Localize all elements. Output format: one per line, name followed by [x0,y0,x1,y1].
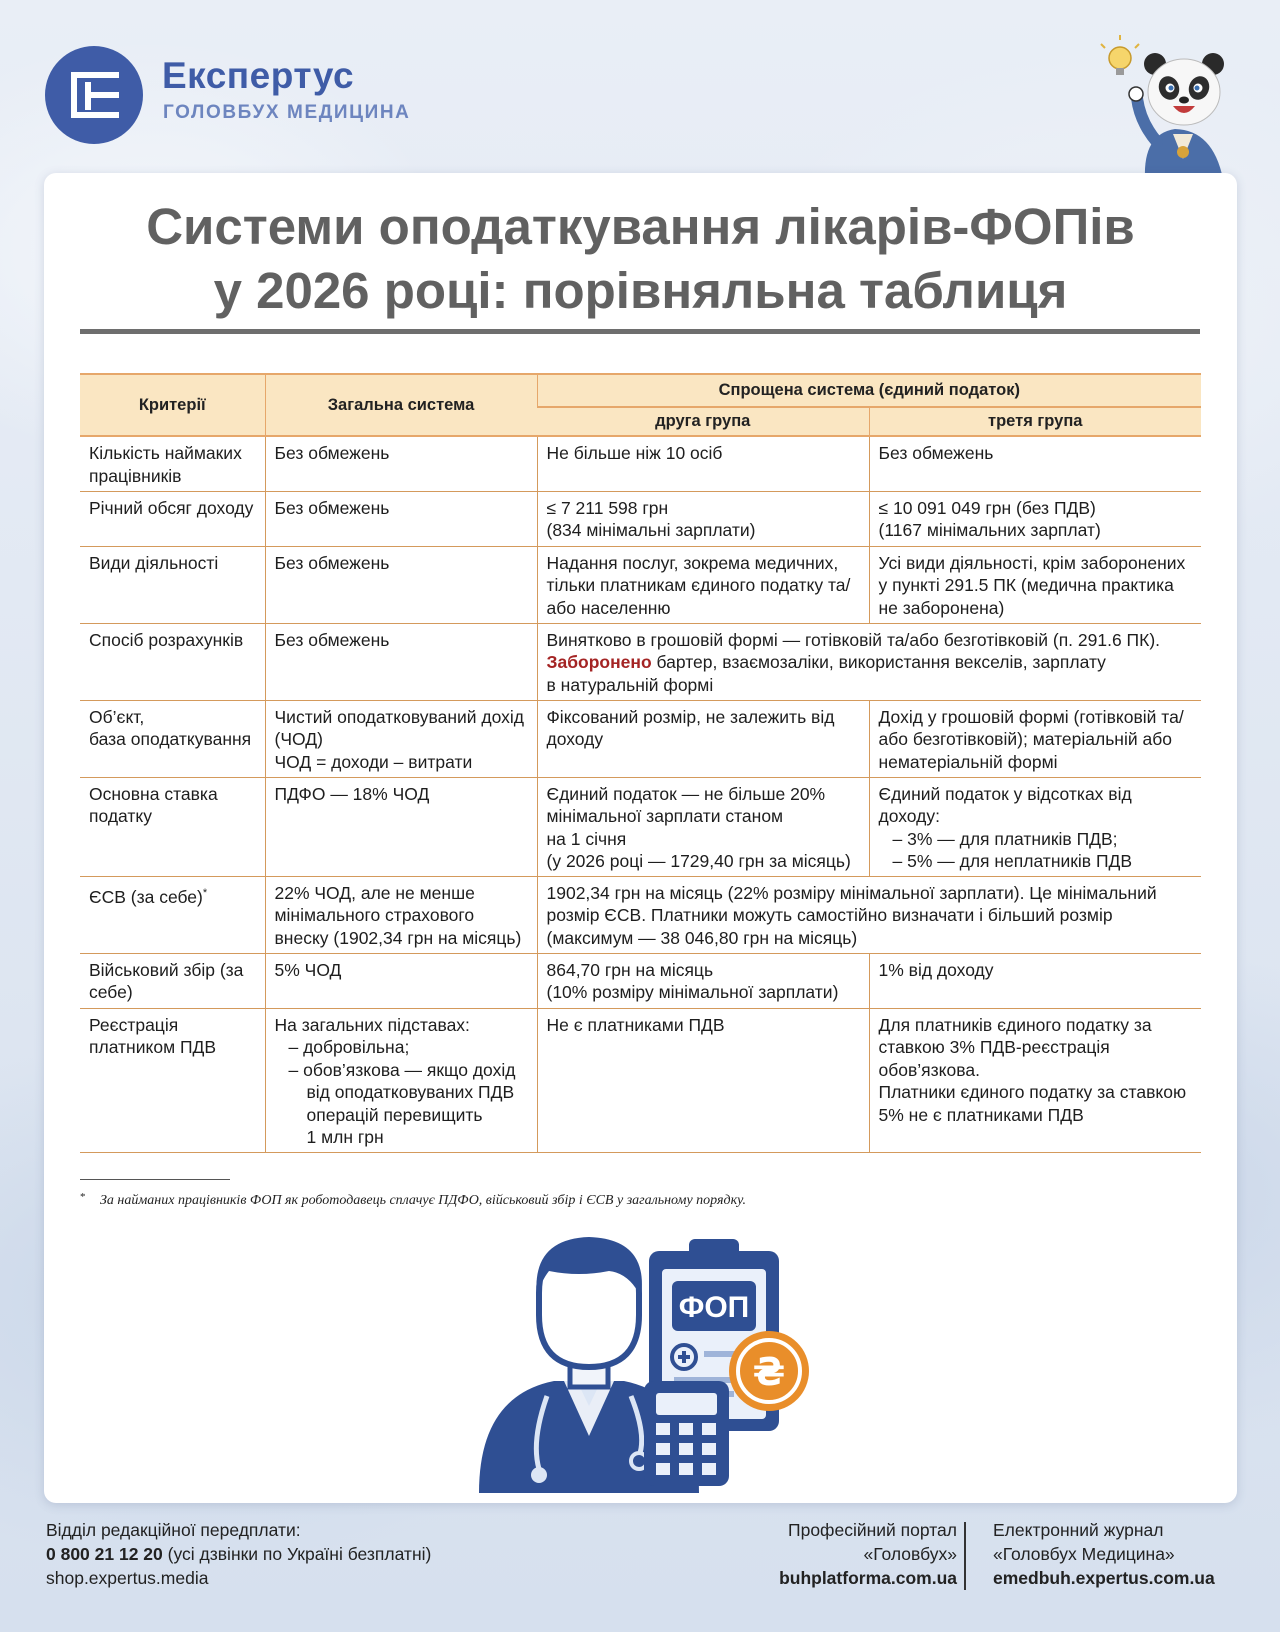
footer-phone-line [46,1542,431,1566]
header-general: Загальна система [265,374,537,436]
forbidden-label: Заборонено [546,652,652,672]
footer-portal-url[interactable]: buhplatforma.com.ua [779,1568,957,1588]
cell-text: бартер, взаємозаліки, використання векселів, зарплату [651,652,1106,672]
table-row [80,491,1201,546]
footer-subscription-title: Відділ редакційної передплати: [46,1520,301,1540]
cell-line: На загальних підставах: [274,1014,470,1035]
cell-line: 1 млн грн [306,1127,384,1147]
table-row [80,623,1201,700]
table-row [80,1008,1201,1152]
cell-group-2 [537,491,869,546]
cell-group-3 [869,491,1201,546]
cell-simplified: 1902,34 грн на місяць (22% розміру мінімальної зарплати). Це мінімальний розмір ЄСВ. Платники можуть самостійно визначати і більший розмір (максимум — 38 046,80 грн на місяць) [537,876,1201,953]
cell-line: Платники єдиного податку за ставкою 5% не є платниками ПДВ [878,1082,1187,1125]
header-simplified: Спрощена система (єдиний податок) [537,374,1201,407]
row-criterion: Спосіб розрахунків [80,623,265,700]
row-criterion: Військовий збір (за себе) [80,953,265,1008]
table-row [80,436,1201,491]
footer-journal-url[interactable]: emedbuh.expertus.com.ua [993,1568,1215,1588]
cell-general [265,1008,537,1152]
cell-group-2: Не є платниками ПДВ [537,1008,869,1152]
cell-general: ПДФО — 18% ЧОД [265,777,537,876]
cell-general: 5% ЧОД [265,953,537,1008]
brand-name: Експертус [162,55,355,96]
brand-subtitle: ГОЛОВБУХ МЕДИЦИНА [163,102,411,123]
cell-line: (1167 мінімальних зарплат) [878,520,1101,540]
cell-group-2 [537,953,869,1008]
cell-group-3: Дохід у грошовій формі (готівковій та/або безготівковій); матеріальній або нематеріальній формі [869,700,1201,777]
footer-portal-title: Професійний портал [788,1520,957,1540]
clipboard-label: ФОП [678,1291,750,1324]
cell-line: ЧОД = доходи – витрати [274,751,473,772]
cell-line: – 3% — для платників ПДВ; [892,828,1118,849]
cell-line: ≤ 10 091 049 грн (без ПДВ) [878,497,1096,518]
panda-mascot-icon [1095,34,1245,179]
table-row [80,700,1201,777]
cell-simplified [537,623,1201,700]
cell-line: (у 2026 році — 1729,40 грн за місяць) [546,851,851,871]
footer-journal-title: Електронний журнал [993,1520,1164,1540]
footnote-text: За найманих працівників ФОП як роботодавець сплачує ПДФО, військовий збір і ЄСВ у загальному порядку. [100,1193,746,1208]
footer-divider [964,1522,966,1590]
cell-line [547,651,1193,674]
footer-shop-link[interactable]: shop.expertus.media [46,1568,209,1588]
cell-line: Винятково в грошовій формі — готівковій та/або безготівковій (п. 291.6 ПК). [546,629,1161,650]
cell-line: база оподаткування [89,729,252,749]
cell-line: на 1 січня [546,828,627,849]
page-title [44,195,1237,323]
comparison-table [80,373,1201,1153]
title-divider [80,329,1200,334]
title-line-1: Системи оподаткування лікарів-ФОПів [146,198,1135,255]
cell-line: Єдиний податок у відсотках від доходу: [878,783,1132,826]
cell-line: ≤ 7 211 598 грн [546,497,669,518]
cell-line: Для платників єдиного податку за ставкою 3% ПДВ-реєстрація обов’язкова. [878,1014,1152,1080]
footer-journal-link[interactable] [993,1566,1215,1590]
cell-line: (10% розміру мінімальної зарплати) [546,982,839,1002]
title-line-2: у 2026 році: порівняльна таблиця [213,262,1068,319]
cell-line: в натуральній формі [546,674,714,695]
header-group-2: друга група [537,407,869,436]
row-criterion [80,876,265,953]
row-criterion [80,700,265,777]
cell-group-2: Надання послуг, зокрема медичних, тільки платникам єдиного податку та/або населенню [537,546,869,623]
row-criterion: Види діяльності [80,546,265,623]
table-row [80,876,1201,953]
header-group-3: третя група [869,407,1201,436]
footnote-mark: * [202,886,208,899]
row-criterion: Річний обсяг доходу [80,491,265,546]
cell-line: 864,70 грн на місяць [546,959,714,980]
cell-group-3: Без обмежень [869,436,1201,491]
cell-general: Без обмежень [265,491,537,546]
cell-text: ЄСВ (за себе) [89,886,203,907]
footer-subscription [46,1518,431,1590]
footnote-divider [80,1179,230,1180]
cell-group-3 [869,777,1201,876]
content-card [44,173,1237,1503]
footer-portal-name: «Головбух» [863,1544,957,1564]
footer-journal [993,1518,1215,1590]
cell-general: Без обмежень [265,546,537,623]
cell-line: операцій перевищить [306,1104,483,1125]
cell-group-2 [537,777,869,876]
row-criterion: Кількість наймаких працівників [80,436,265,491]
cell-line: Об’єкт, [89,706,145,727]
footer-journal-name: «Головбух Медицина» [993,1544,1175,1564]
table-row [80,953,1201,1008]
cell-line: Чистий оподатковуваний дохід (ЧОД) [274,706,525,749]
cell-line: Єдиний податок — не більше 20% мінімальної зарплати станом [546,783,826,826]
footer-portal-link[interactable] [779,1566,957,1590]
cell-line: від оподатковуваних ПДВ [306,1082,515,1102]
row-criterion: Основна ставка податку [80,777,265,876]
cell-general: Без обмежень [265,623,537,700]
cell-group-3: Усі види діяльності, крім заборонених у пункті 291.5 ПК (медична практика не заборонена) [869,546,1201,623]
footer-portal [779,1518,957,1590]
cell-line: (834 мінімальні зарплати) [546,520,756,540]
footnote-star: * [80,1191,86,1203]
cell-line: – обов’язкова — якщо дохід [288,1059,516,1080]
cell-line: – 5% — для неплатників ПДВ [892,851,1133,871]
cell-general: Без обмежень [265,436,537,491]
coin-symbol: ₴ [752,1350,786,1394]
table-row [80,546,1201,623]
cell-group-3: 1% від доходу [869,953,1201,1008]
row-criterion: Реєстрація платником ПДВ [80,1008,265,1152]
footer-phone-note: (усі дзвінки по Україні безплатні) [162,1544,432,1564]
cell-group-2: Не більше ніж 10 осіб [537,436,869,491]
cell-line: – добровільна; [288,1037,410,1057]
cell-general: 22% ЧОД, але не менше мінімального страхового внеску (1902,34 грн на місяць) [265,876,537,953]
footer-phone[interactable]: 0 800 21 12 20 [46,1544,163,1564]
cell-group-3 [869,1008,1201,1152]
cell-group-2: Фіксований розмір, не залежить від доходу [537,700,869,777]
header-criteria: Критерії [80,374,265,436]
cell-general [265,700,537,777]
doctor-with-clipboard-calculator-icon [469,1231,869,1493]
table-row [80,777,1201,876]
expertus-logo-icon [44,45,144,145]
